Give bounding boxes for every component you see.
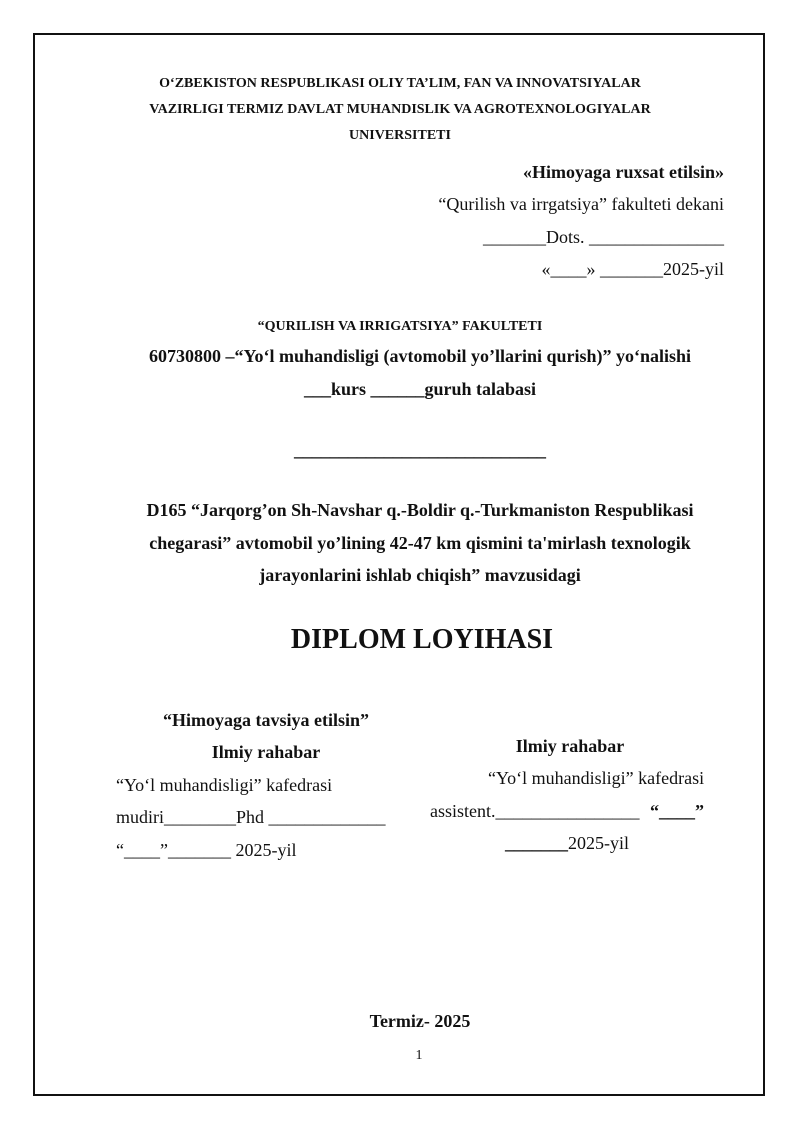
- course-group-line: ___kurs ______guruh talabasi: [303, 379, 537, 399]
- topic-line-2: chegarasi” avtomobil yo’lining 42-47 km qismini ta'mirlash texnologik: [149, 533, 691, 553]
- left-role: Ilmiy rahabar: [211, 742, 321, 762]
- header-line-1: O‘ZBEKISTON RESPUBLIKASI OLIY TA’LIM, FAN VA INNOVATSIYALAR: [159, 76, 641, 91]
- left-heading: “Himoyaga tavsiya etilsin”: [163, 710, 369, 730]
- topic-line-1: D165 “Jarqorg’on Sh-Navshar q.-Boldir q.-Turkmaniston Respublikasi: [146, 500, 694, 520]
- program-line: 60730800 –“Yo‘l muhandisligi (avtomobil yo’llarini qurish)” yo‘nalishi: [148, 346, 692, 366]
- header-line-2: VAZIRLIGI TERMIZ DAVLAT MUHANDISLIK VA AGROTEXNOLOGIYALAR: [149, 102, 651, 117]
- approval-heading: «Himoyaga ruxsat etilsin»: [523, 162, 724, 182]
- right-date-year: 2025-yil: [568, 833, 629, 853]
- topic-line-3: jarayonlarini ishlab chiqish” mavzusidagi: [259, 565, 581, 585]
- right-date-row: [505, 833, 629, 854]
- right-role: Ilmiy rahabar: [515, 736, 625, 756]
- student-name-line: ____________________________: [294, 440, 546, 460]
- faculty-name: “QURILISH VA IRRIGATSIYA” FAKULTETI: [257, 319, 543, 334]
- page-number: 1: [415, 1048, 423, 1063]
- approval-role: “Qurilish va irrgatsiya” fakulteti dekani: [438, 194, 724, 214]
- left-department: “Yo‘l muhandisligi” kafedrasi: [116, 775, 333, 795]
- header-line-3: UNIVERSITETI: [349, 128, 451, 143]
- footer-place-year: Termiz- 2025: [369, 1011, 471, 1031]
- right-signature: assistent.________________: [430, 801, 640, 821]
- left-signature: mudiri________Phd _____________: [116, 807, 386, 827]
- right-signature-row: [430, 801, 704, 822]
- right-signature-quote: “____”: [650, 801, 704, 821]
- approval-signature-line: _______Dots. _______________: [482, 227, 724, 247]
- left-date: “____”_______ 2025-yil: [116, 840, 297, 860]
- right-department: “Yo‘l muhandisligi” kafedrasi: [488, 768, 705, 788]
- document-title: DIPLOM LOYIHASI: [290, 624, 554, 655]
- approval-date-line: «____» _______2025-yil: [541, 259, 724, 279]
- right-date-blank: _______: [505, 833, 568, 853]
